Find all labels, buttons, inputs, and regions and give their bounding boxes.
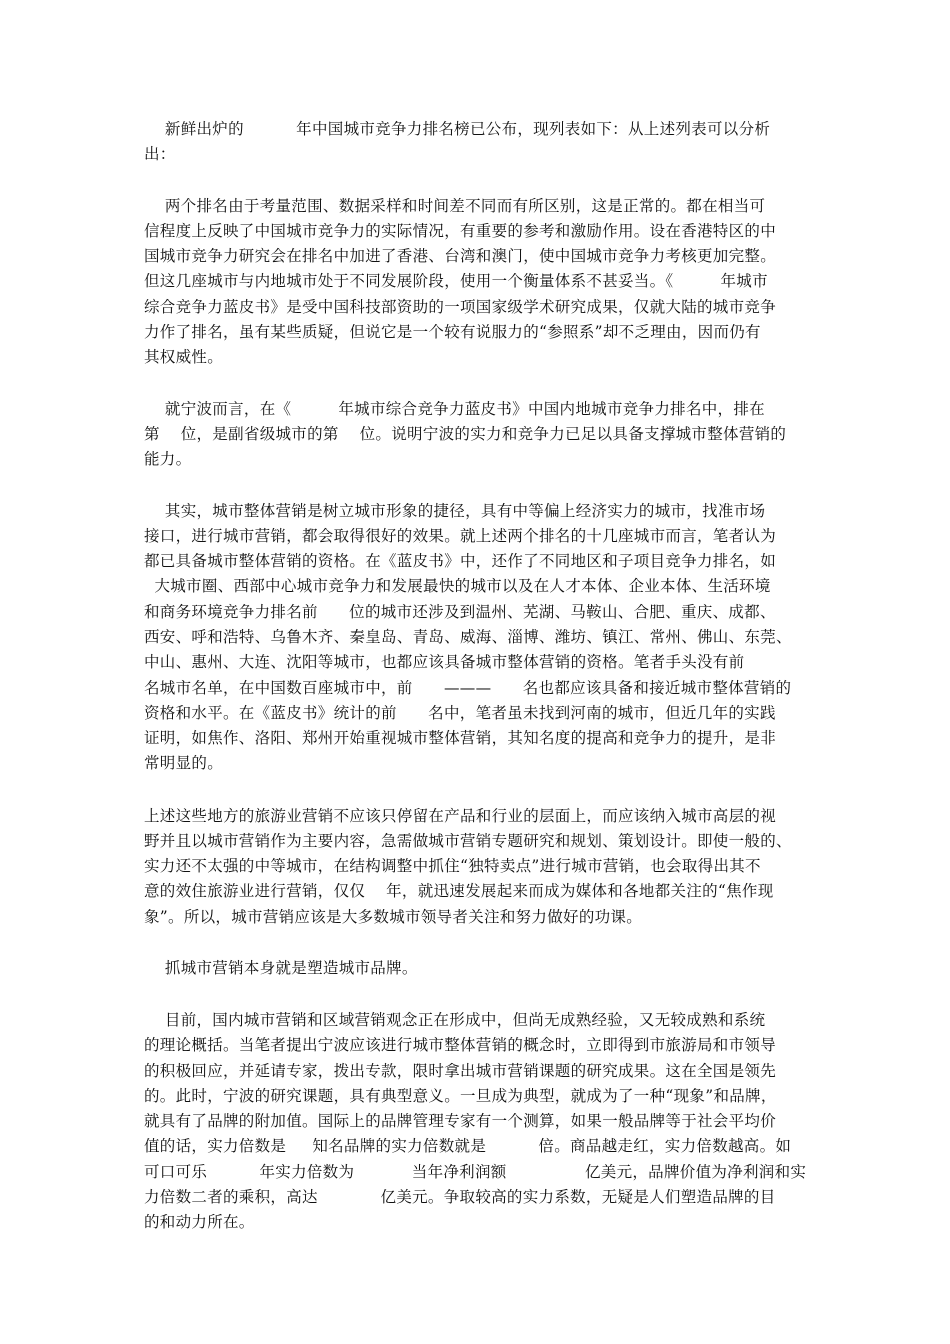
text-line: 象”。所以，城市营销应该是大多数城市领导者关注和努力做好的功课。: [144, 908, 643, 926]
text-line: 就宁波而言，在《 年城市综合竞争力蓝皮书》中国内地城市竞争力排名中，排在: [144, 400, 765, 418]
text-line: 值的话，实力倍数是 知名品牌的实力倍数就是 倍。商品越走红，实力倍数越高。如: [144, 1137, 792, 1155]
text-line: 的和动力所在。: [144, 1213, 255, 1231]
text-line: 综合竞争力蓝皮书》是受中国科技部资助的一项国家级学术研究成果，仅就大陆的城市竞争: [144, 298, 777, 316]
text-line: 但这几座城市与内地城市处于不同发展阶段，使用一个衡量体系不甚妥当。《 年城市: [144, 272, 768, 290]
text-line: 目前，国内城市营销和区域营销观念正在形成中，但尚无成熟经验，又无较成熟和系统: [144, 1011, 766, 1029]
text-line: 两个排名由于考量范围、数据采样和时间差不同而有所区别，这是正常的。都在相当可: [144, 197, 766, 215]
text-line: 的积极回应，并延请专家，拨出专款，限时拿出城市营销课题的研究成果。这在全国是领先: [144, 1062, 777, 1080]
text-line: 上述这些地方的旅游业营销不应该只停留在产品和行业的层面上，而应该纳入城市高层的视: [144, 807, 777, 825]
text-line: 能力。: [144, 450, 192, 468]
text-line: 抓城市营销本身就是塑造城市品牌。: [144, 959, 418, 977]
text-line: 接口，进行城市营销，都会取得很好的效果。就上述两个排名的十几座城市而言，笔者认为: [144, 527, 777, 545]
text-line: 常明显的。: [144, 754, 224, 772]
text-line: 国城市竞争力研究会在排名中加进了香港、台湾和澳门，使中国城市竞争力考核更加完整。: [144, 247, 777, 265]
text-line: 的理论概括。当笔者提出宁波应该进行城市整体营销的概念时，立即得到市旅游局和市领导: [144, 1036, 777, 1054]
text-line: 其权威性。: [144, 348, 224, 366]
text-line: 力倍数二者的乘积，高达 亿美元。争取较高的实力系数，无疑是人们塑造品牌的目: [144, 1188, 776, 1206]
text-line: 都已具备城市整体营销的资格。在《蓝皮书》中，还作了不同地区和子项目竞争力排名，如: [144, 552, 777, 570]
text-line: 信程度上反映了中国城市竞争力的实际情况，有重要的参考和激励作用。设在香港特区的中: [144, 222, 777, 240]
text-line: 第 位，是副省级城市的第 位。说明宁波的实力和竞争力已足以具备支撑城市整体营销的: [144, 425, 787, 443]
text-line: 西安、呼和浩特、乌鲁木齐、秦皇岛、青岛、威海、淄博、潍坊、镇江、常州、佛山、东莞、: [144, 628, 792, 646]
text-line: 新鲜出炉的 年中国城市竞争力排名榜已公布，现列表如下：从上述列表可以分析: [144, 120, 771, 138]
text-line: 实力还不太强的中等城市，在结构调整中抓住“独特卖点”进行城市营销，也会取得出其不: [144, 857, 761, 875]
text-line: 野并且以城市营销作为主要内容，急需做城市营销专题研究和规划、策划设计。即使一般的、: [144, 832, 792, 850]
text-line: 中山、惠州、大连、沈阳等城市，也都应该具备城市整体营销的资格。笔者手头没有前: [144, 653, 745, 671]
text-line: 名城市名单，在中国数百座城市中，前 ——— 名也都应该具备和接近城市整体营销的: [144, 679, 792, 697]
text-line: 大城市圈、西部中心城市竞争力和发展最快的城市以及在人才本体、企业本体、生活环境: [144, 577, 771, 595]
text-line: 资格和水平。在《蓝皮书》统计的前 名中，笔者虽未找到河南的城市，但近几年的实践: [144, 704, 776, 722]
text-line: 出：: [144, 145, 176, 163]
text-line: 和商务环境竞争力排名前 位的城市还涉及到温州、芜湖、马鞍山、合肥、重庆、成都、: [144, 603, 776, 621]
text-line: 其实，城市整体营销是树立城市形象的捷径，具有中等偏上经济实力的城市，找准市场: [144, 502, 766, 520]
text-line: 意的效住旅游业进行营销，仅仅 年，就迅速发展起来而成为媒体和各地都关注的“焦作现: [144, 882, 774, 900]
text-line: 力作了排名，虽有某些质疑，但说它是一个较有说服力的“参照系”却不乏理由，因而仍有: [144, 323, 761, 341]
text-line: 的。此时，宁波的研究课题，具有典型意义。一旦成为典型，就成为了一种“现象”和品牌，: [144, 1087, 777, 1105]
text-line: 就具有了品牌的附加值。国际上的品牌管理专家有一个测算，如果一般品牌等于社会平均价: [144, 1112, 777, 1130]
text-line: 证明，如焦作、洛阳、郑州开始重视城市整体营销，其知名度的提高和竞争力的提升，是非: [144, 729, 777, 747]
text-line: 可口可乐 年实力倍数为 当年净利润额 亿美元，品牌价值为净利润和实: [144, 1163, 807, 1181]
